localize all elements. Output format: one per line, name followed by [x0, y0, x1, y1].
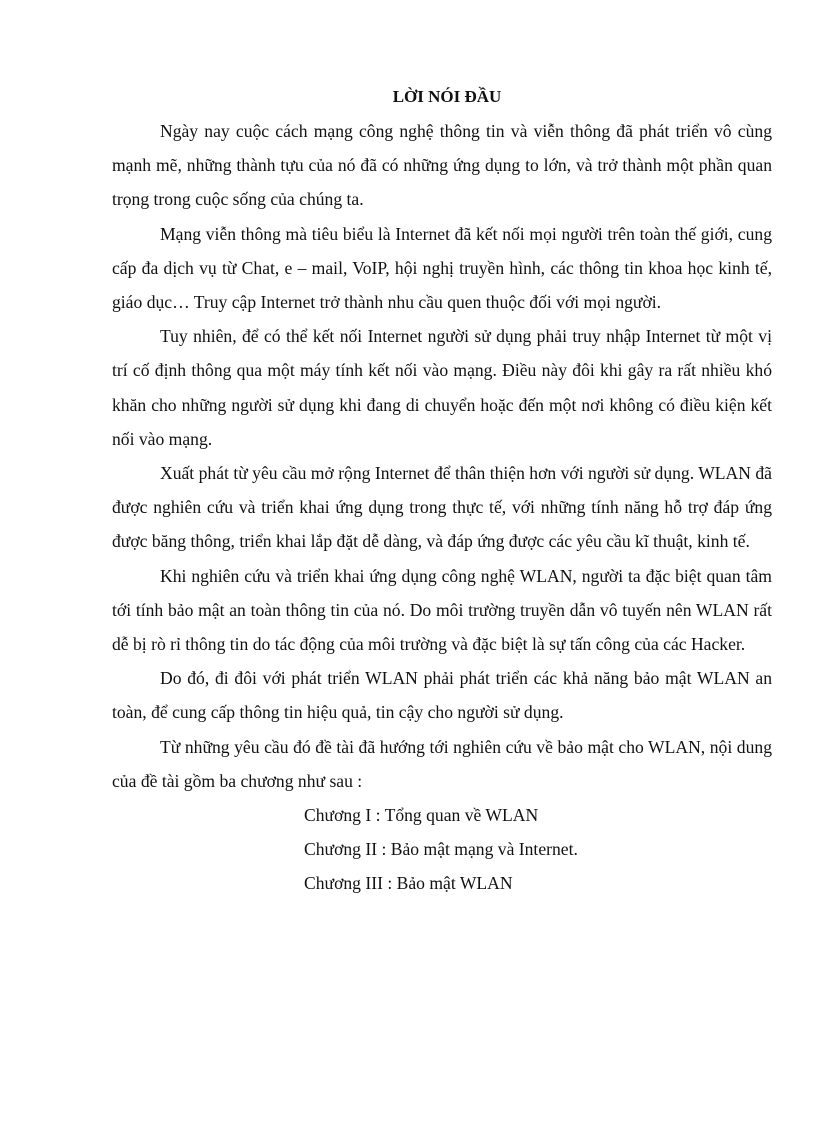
document-page [112, 80, 772, 901]
paragraph-fixed-access: Tuy nhiên, để có thể kết nối Internet người sử dụng phải truy nhập Internet từ một vị trí cố định thông qua một máy tính kết nối vào mạng. Điều này đôi khi gây ra rất nhiều khó khăn cho những người sử dụng khi đang di chuyển hoặc đến một nơi không có điều kiện kết nối vào mạng. [112, 326, 772, 449]
paragraph-intro: Ngày nay cuộc cách mạng công nghệ thông tin và viễn thông đã phát triển vô cùng mạnh mẽ, những thành tựu của nó đã có những ứng dụng to lớn, và trở thành một phần quan trọng trong cuộc sống của chúng ta. [112, 121, 772, 210]
document-title: LỜI NÓI ĐẦU [392, 87, 502, 106]
chapter-item-1: Chương I : Tổng quan về WLAN [304, 805, 539, 826]
paragraph-thesis-scope: Từ những yêu cầu đó đề tài đã hướng tới nghiên cứu về bảo mật cho WLAN, nội dung của đề tài gồm ba chương như sau : [112, 736, 772, 791]
paragraph-wlan-origin: Xuất phát từ yêu cầu mở rộng Internet để thân thiện hơn với người sử dụng. WLAN đã được nghiên cứu và triển khai ứng dụng trong thực tế, với những tính năng hỗ trợ đáp ứng được băng thông, triển khai lắp đặt dễ dàng, và đáp ứng được các yêu cầu kĩ thuật, kinh tế. [112, 463, 772, 552]
chapter-item-2: Chương II : Bảo mật mạng và Internet. [304, 839, 578, 860]
chapter-list [112, 798, 772, 901]
chapter-item-3: Chương III : Bảo mật WLAN [304, 873, 513, 894]
paragraph-internet: Mạng viễn thông mà tiêu biểu là Internet đã kết nối mọi người trên toàn thế giới, cung cấp đa dịch vụ từ Chat, e – mail, VoIP, hội nghị truyền hình, các thông tin khoa học kinh tế, giáo dục… Truy cập Internet trở thành nhu cầu quen thuộc đối với mọi người. [112, 223, 772, 313]
paragraph-wlan-security: Khi nghiên cứu và triển khai ứng dụng công nghệ WLAN, người ta đặc biệt quan tâm tới tính bảo mật an toàn thông tin của nó. Do môi trường truyền dẫn vô tuyến nên WLAN rất dễ bị rò rỉ thông tin do tác động của môi trường và đặc biệt là sự tấn công của các Hacker. [112, 565, 772, 655]
paragraph-security-development: Do đó, đi đôi với phát triển WLAN phải phát triển các khả năng bảo mật WLAN an toàn, để cung cấp thông tin hiệu quả, tin cậy cho người sử dụng. [112, 668, 772, 723]
